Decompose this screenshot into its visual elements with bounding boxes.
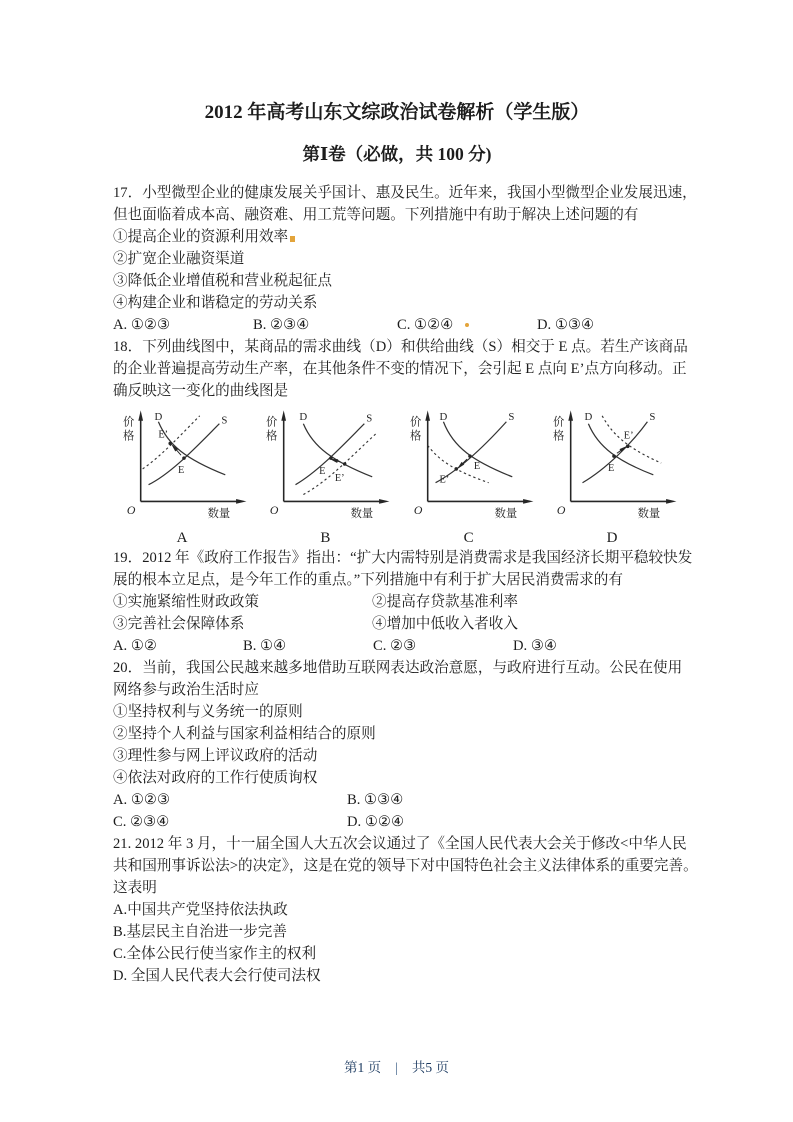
question-20-item-4: ④依法对政府的工作行使质询权	[113, 770, 318, 786]
question-18	[113, 336, 688, 402]
svg-text:O: O	[126, 503, 136, 518]
question-21-text-line: 这表明	[113, 880, 157, 896]
page-footer	[0, 1056, 793, 1076]
question-19-item-2: ②提高存贷款基准利率	[372, 594, 518, 610]
question-17-options	[113, 314, 681, 336]
svg-text:O: O	[413, 503, 423, 518]
svg-text:价: 价	[122, 416, 135, 429]
question-19-items-row-1	[113, 591, 681, 613]
question-21-option-a: A.中国共产党坚持依法执政	[113, 902, 288, 918]
question-20-item-1: ①坚持权利与义务统一的原则	[113, 704, 303, 720]
svg-text:数量: 数量	[350, 508, 374, 521]
svg-text:E’: E’	[158, 429, 169, 441]
question-18-text-line: 确反映这一变化的曲线图是	[113, 383, 289, 399]
section-subtitle: 第Ⅰ卷（必做，共 100 分)	[302, 144, 492, 164]
question-19-option-d: D. ③④	[513, 638, 558, 654]
graph-a-canvas	[113, 406, 251, 526]
svg-text:D: D	[154, 410, 163, 423]
svg-text:O: O	[270, 503, 279, 518]
svg-text:D: D	[584, 410, 593, 423]
svg-text:格: 格	[266, 430, 278, 443]
supply-demand-graph-b	[256, 406, 394, 547]
svg-text:S: S	[366, 412, 373, 425]
question-21-option-d: D. 全国人民代表大会行使司法权	[113, 968, 321, 984]
question-19-option-b: B. ①④	[243, 638, 287, 654]
footer-page-number: 第1 页	[344, 1060, 382, 1075]
question-17-option-c: C. ①②④	[397, 314, 537, 336]
footer-separator: |	[395, 1060, 398, 1075]
question-20-options-row-2	[113, 811, 681, 833]
question-17	[113, 182, 697, 336]
question-20-option-a: A. ①②③	[113, 792, 171, 808]
question-19-items-row-2	[113, 613, 681, 635]
graph-b-canvas	[256, 406, 394, 526]
question-20-text-line: 20．当前，我国公民越来越多地借助互联网表达政治意愿，与政府进行互动。公民在使用	[113, 660, 683, 676]
svg-text:E’: E’	[439, 474, 449, 486]
graph-c-label: C	[463, 530, 474, 546]
question-21-text-line: 21. 2012 年 3 月，十一届全国人大五次会议通过了《全国人民代表大会关于修改<中华人民	[113, 836, 687, 852]
question-17-option-d: D. ①③④	[537, 317, 595, 333]
svg-text:O: O	[556, 503, 566, 518]
supply-demand-graph-c	[400, 406, 538, 547]
svg-text:D: D	[439, 410, 447, 423]
question-19-options	[113, 635, 681, 657]
graph-d-label: D	[606, 530, 618, 546]
question-21	[113, 833, 698, 987]
question-19-item-3: ③完善社会保障体系	[113, 616, 245, 632]
graph-c-canvas	[400, 406, 538, 526]
svg-text:E: E	[608, 462, 615, 474]
question-21-option-c: C.全体公民行使当家作主的权利	[113, 946, 317, 962]
question-19-item-1: ①实施紧缩性财政政策	[113, 594, 259, 610]
svg-text:数量: 数量	[494, 508, 517, 521]
question-19-option-c: C. ②③	[373, 638, 417, 654]
question-20-options-row-1	[113, 789, 681, 811]
question-20	[113, 657, 681, 833]
question-20-option-c: C. ②③④	[113, 814, 170, 830]
svg-text:价: 价	[552, 416, 565, 429]
page-title: 2012 年高考山东文综政治试卷解析（学生版）	[204, 102, 590, 123]
question-17-option-b: B. ②③④	[253, 317, 310, 333]
question-19-text-line: 19．2012 年《政府工作报告》指出：“扩大内需特别是消费需求是我国经济长期平稳较快发	[113, 550, 693, 566]
svg-text:E: E	[319, 465, 326, 477]
graph-d-canvas	[543, 406, 681, 526]
svg-text:价: 价	[409, 416, 421, 429]
question-17-option-a: A. ①②③	[113, 317, 171, 333]
graph-a-label: A	[176, 530, 188, 546]
question-20-item-2: ②坚持个人利益与国家利益相结合的原则	[113, 726, 376, 742]
svg-text:格: 格	[122, 430, 135, 443]
svg-text:E: E	[178, 464, 185, 476]
svg-text:D: D	[299, 410, 308, 423]
svg-text:数量: 数量	[637, 508, 661, 521]
question-18-graphs	[113, 406, 681, 547]
question-18-text-line: 18．下列曲线图中，某商品的需求曲线（D）和供给曲线（S）相交于 E 点。若生产该商品	[113, 339, 688, 355]
question-21-text-line: 共和国刑事诉讼法>的决定》，这是在党的领导下对中国特色社会主义法律体系的重要完善。	[113, 858, 698, 874]
svg-text:S: S	[221, 414, 228, 427]
question-17-item-1	[113, 226, 681, 248]
question-19-text-line: 展的根本立足点，是今年工作的重点。”下列措施中有利于扩大居民消费需求的有	[113, 572, 623, 588]
question-17-item-4: ④构建企业和谐稳定的劳动关系	[113, 295, 318, 311]
question-18-text-line: 的企业普遍提高劳动生产率，在其他条件不变的情况下，会引起 E 点向 E’点方向移动。正	[113, 361, 687, 377]
svg-text:格: 格	[409, 430, 421, 443]
svg-text:格: 格	[552, 430, 565, 443]
question-17-text-line: 但也面临着成本高、融资难、用工荒等问题。下列措施中有助于解决上述问题的有	[113, 207, 639, 223]
question-19-item-4: ④增加中低收入者收入	[372, 616, 518, 632]
question-17-item-2: ②扩宽企业融资渠道	[113, 251, 245, 267]
question-21-option-b: B.基层民主自治进一步完善	[113, 924, 287, 940]
question-19	[113, 547, 693, 657]
svg-text:数量: 数量	[207, 508, 231, 521]
question-20-option-d: D. ①②④	[347, 814, 405, 830]
question-20-item-3: ③理性参与网上评议政府的活动	[113, 748, 318, 764]
svg-text:S: S	[649, 410, 656, 423]
question-17-text-line: 17．小型微型企业的健康发展关乎国计、惠及民生。近年来，我国小型微型企业发展迅速，	[113, 185, 697, 201]
svg-text:E’: E’	[623, 430, 634, 442]
question-20-option-b: B. ①③④	[347, 792, 404, 808]
svg-text:价: 价	[266, 416, 278, 429]
page-content	[113, 98, 698, 987]
svg-text:E: E	[473, 460, 480, 472]
footer-total-pages: 共5 页	[411, 1060, 449, 1075]
graph-b-label: B	[320, 530, 331, 546]
question-19-option-a: A. ①②	[113, 638, 158, 654]
svg-text:E’: E’	[335, 472, 345, 484]
svg-text:S: S	[508, 410, 515, 423]
question-17-item-1-text: ①提高企业的资源利用效率	[113, 229, 295, 245]
supply-demand-graph-a	[113, 406, 251, 547]
question-20-text-line: 网络参与政治生活时应	[113, 682, 259, 698]
question-17-item-3: ③降低企业增值税和营业税起征点	[113, 273, 332, 289]
supply-demand-graph-d	[543, 406, 681, 547]
